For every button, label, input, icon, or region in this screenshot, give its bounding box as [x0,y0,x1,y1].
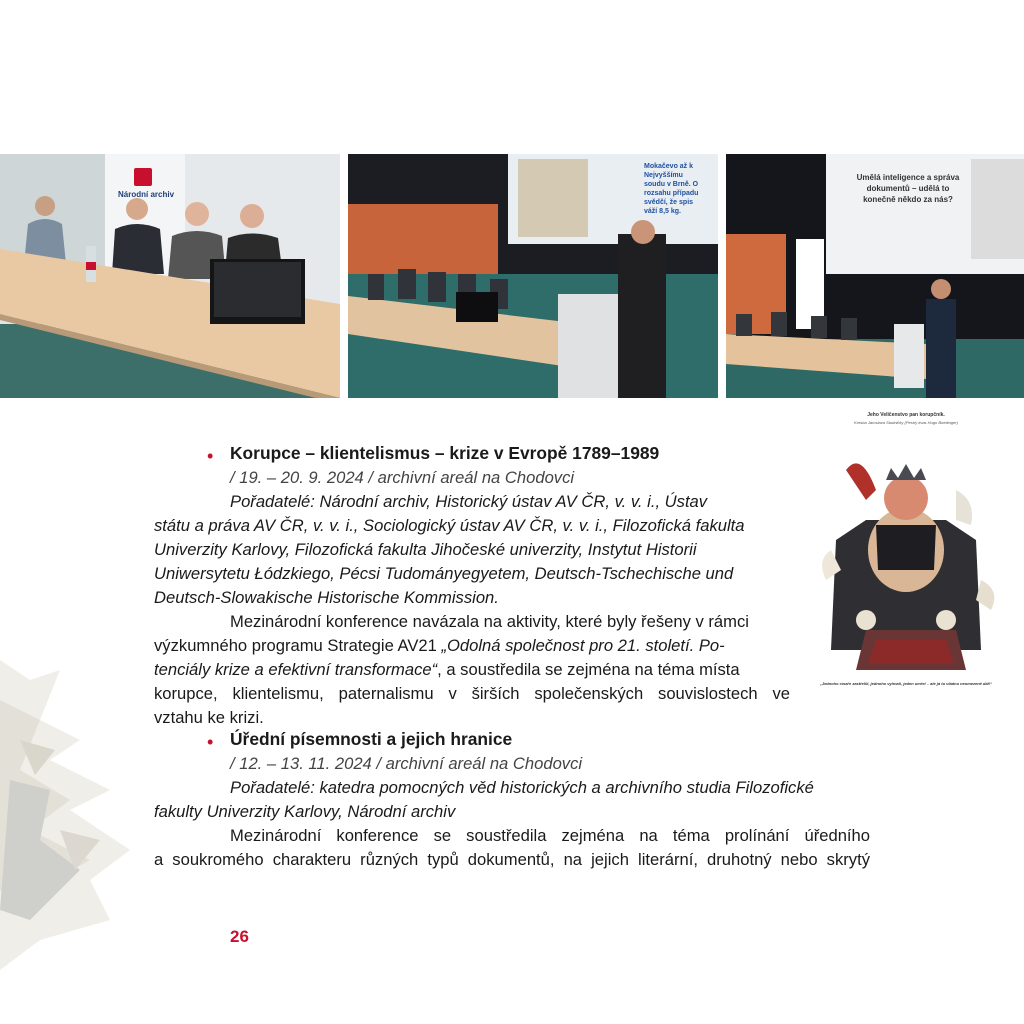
body-line: vztahu ke krizi. [154,708,264,727]
organizers-line: fakulty Univerzity Karlovy, Národní archiv [154,802,456,821]
organizers-line: státu a práva AV ČR, v. v. i., Sociologický ústav AV ČR, v. v. i., Filozofická fakulta [154,516,745,535]
section-title-korupce: Korupce – klientelismus – krize v Evropě 1789–1989 [230,443,660,463]
organizers-line: Univerzity Karlovy, Filozofická fakulta Jihočeské univerzity, Instytut Historii [154,540,697,559]
slide-text: Mokačevo až k Nejvyššímu soudu v Brně. O rozsahu případu svědčí, že spis váží 8,5 kg. [644,163,699,215]
organizers-line: Pořadatelé: Národní archiv, Historický ústav AV ČR, v. v. i., Ústav [230,492,708,511]
section-title-uredni: Úřední písemnosti a jejich hranice [230,729,513,749]
organizers-line: Pořadatelé: katedra pomocných věd historických a archivního studia Filozofické [230,778,814,797]
cartoon-title: Jeho Veličenstvo pan korupčník. [867,412,945,418]
cartoon-illustration [806,430,1006,678]
body-line: Mezinárodní konference se soustředila zejména na téma prolínání úředního [230,826,870,845]
conference-photo-ai-talk [726,154,1024,398]
organizers-line: Deutsch-Slowakische Historische Kommission. [154,588,499,607]
page-number: 26 [230,927,249,946]
banner-logo [134,168,152,186]
bullet-marker: • [207,446,214,466]
cartoon-subtitle: Kresba Jaroslava Studničky (Pestrý kvas Hugo Boettinger) [854,420,958,425]
conference-photo-lectern [348,154,718,398]
crumpled-paper-decoration [0,640,140,970]
section-date-place: / 12. – 13. 11. 2024 / archivní areál na Chodovci [230,754,583,773]
conference-photo-panel [0,154,340,398]
cartoon-caption: „Jednoho císaře zastřelili, jednoho vyhnali, jeden umřel – ale já tu vládnu neomezeně dál!“ [819,681,993,686]
organizers-line: Uniwersytetu Łódzkiego, Pécsi Tudományegyetem, Deutsch-Tschechische und [154,564,734,583]
body-line: výzkumného programu Strategie AV21 „Odolná společnost pro 21. století. Po- [154,636,725,655]
body-line: tenciály krize a efektivní transformace“, a soustředila se zejména na téma místa [154,660,740,679]
banner-text: Národní archiv [118,190,175,199]
body-line: korupce, klientelismu, paternalismu v širších společenských souvislostech ve [154,684,790,703]
historical-cartoon [806,408,1006,698]
section-date-place: / 19. – 20. 9. 2024 / archivní areál na Chodovci [230,468,575,487]
body-line: Mezinárodní konference navázala na aktivity, které byly řešeny v rámci [230,612,749,631]
slide-text: Umělá inteligence a správa dokumentů – udělá to konečně někdo za nás? [856,173,960,204]
body-line: a soukromého charakteru různých typů dokumentů, na jejich literární, druhotný nebo skrytý [154,850,870,869]
bullet-marker: • [207,732,214,752]
